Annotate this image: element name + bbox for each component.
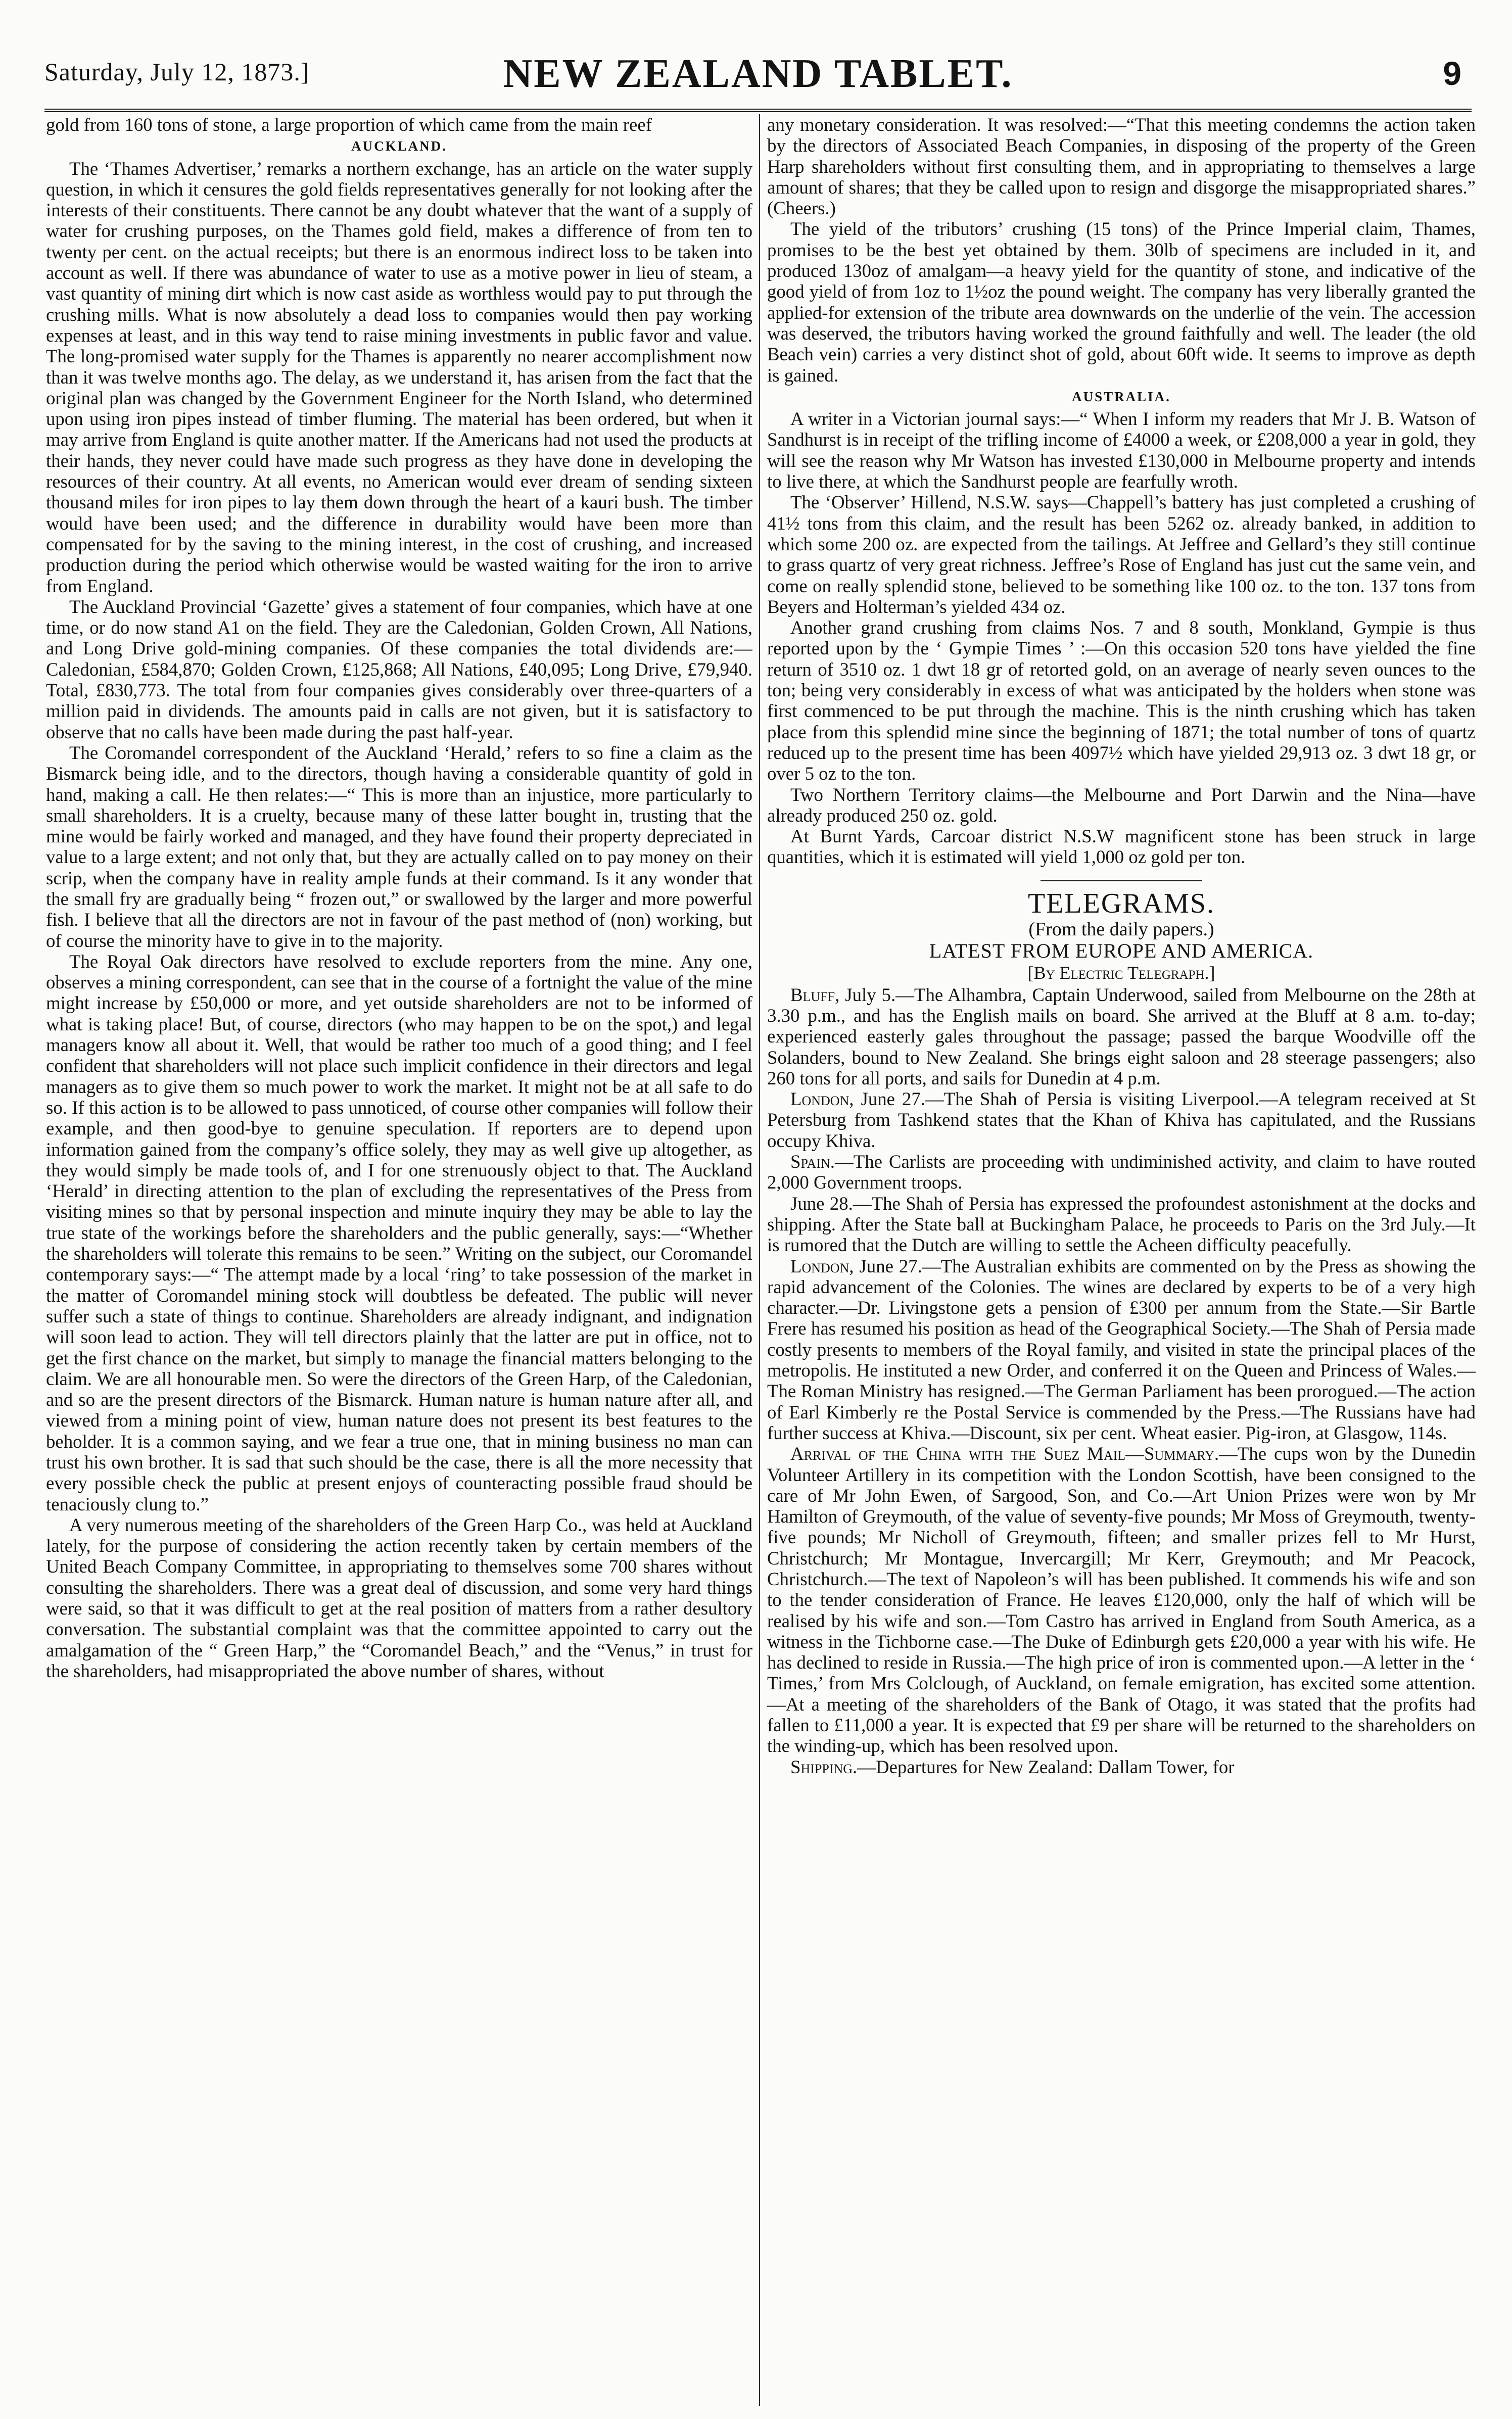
telegram-shipping: Shipping.—Departures for New Zealand: Dallam Tower, for bbox=[790, 1756, 1235, 1777]
telegrams-byline: [By Electric Telegraph.] bbox=[1027, 962, 1215, 983]
dateline: Arrival of the China with the Suez Mail—Summary. bbox=[790, 1443, 1219, 1464]
telegrams-heading: TELEGRAMS. bbox=[1028, 887, 1215, 919]
section-heading-auckland: AUCKLAND. bbox=[351, 138, 447, 154]
dateline: Bluff, bbox=[790, 984, 840, 1005]
masthead bbox=[44, 48, 1472, 112]
telegrams-source: (From the daily papers.) bbox=[1028, 918, 1214, 940]
dateline: London, bbox=[790, 1255, 854, 1276]
telegram-suez-mail: Arrival of the China with the Suez Mail—Summary.—The cups won by the Dunedin Volunteer Artillery in its competition with the London Scottish, have been consigned to the care of Mr John Ewen, of Sargood, Son, and Co.—Art Union Prizes were won by Mr Hamilton of Greymouth, of the value of seventy-five pounds; Mr Moss of Greymouth, twenty-five pounds; Mr Nicholl of Greymouth, fifteen; and smaller prizes fell to Mr Hurst, Christchurch; Mr Montague, Invercargill; Mr Kerr, Greymouth; and Mr Peacock, Christchurch.—The text of Napoleon’s will has been published. It commends his wife and son to the tender consideration of France. He leaves £120,000, only the half of which will be realised by his wife and son.—Tom Castro has arrived in England from South America, as a witness in the Tichborne case.—The Duke of Edinburgh gets £20,000 a year with his wife. He has declined to reside in Russia.—The high price of iron is commented upon.—A letter in the ‘ Times,’ from Mrs Colclough, of Auckland, on female emigration, has excited some attention.—At a meeting of the shareholders of the Bank of Otago, it was stated that the profits had fallen to £11,000 a year. It is expected that £9 per share will be returned to the shareholders on the winding-up, which has been resolved upon. bbox=[767, 1443, 1476, 1757]
paragraph-prince-imperial: The yield of the tributors’ crushing (15 tons) of the Prince Imperial claim, Thames, promises to be the best yet obtained by them. 30lb of specimens are included in it, and produced 130oz of amalgam—a heavy yield for the quantity of stone, and indicative of the good yield of from 1oz to 1½oz the pound weight. The company has very liberally granted the applied-for extension of the tribute area downwards on the underlie of the vein. The accession was deserved, the tributors having worked the ground faithfully and well. The leader (the old Beach vein) carries a very distinct shot of gold, about 60ft wide. It seems to improve as depth is gained. bbox=[767, 218, 1476, 386]
paragraph-royal-oak: The Royal Oak directors have resolved to exclude reporters from the mine. Any one, observes a mining correspondent, can see that in the course of a fortnight the value of the mine might increase by £50,000 or more, and yet outside shareholders are not to be informed of what is taking place! But, of course, directors (who may happen to be on the spot,) and legal managers know all about it. Well, that would be rather too much of a good thing; and I feel confident that shareholders will not place such implicit confidence in their directors and legal managers as to give them so much power to work the market. It might not be at all safe to do so. If this action is to be allowed to pass unnoticed, of course other companies will follow their example, and then good-bye to genuine speculation. If reporters are to depend upon information gained from the company’s office solely, they may as well give up altogether, as they would simply be made tools of, and I for one strenuously object to that. The Auckland ‘Herald’ in directing attention to the plan of excluding the representatives of the Press from visiting mines so that by personal inspection and minute inquiry they may be able to lay the true state of the workings before the shareholders and the public generally, says:—“Whether the shareholders will tolerate this remains to be seen.” Writing on the subject, our Coromandel contemporary says:—“ The attempt made by a local ‘ring’ to take possession of the market in the matter of Coromandel mining stock will doubtless be defeated. The public will never suffer such a state of things to continue. Shareholders are already indignant, and indignation will soon lead to action. They will tell directors plainly that the latter are put in office, not to get the first chance on the market, but simply to manage the financial matters belonging to the claim. We are all honourable men. So were the directors of the Green Harp, of the Caledonian, and so are the present directors of the Bismarck. Human nature is human nature after all, and viewed from a mining point of view, human nature does not present its best features to the beholder. It is a common saying, and we fear a true one, that in mining business no man can trust his own brother. It is sad that such should be the case, there is all the more necessity that every possible check the public at present enjoys of counteracting possible fraud should be tenaciously clung to.” bbox=[46, 951, 752, 1514]
issue-date: Saturday, July 12, 1873.] bbox=[44, 58, 310, 86]
dateline: Shipping. bbox=[790, 1756, 858, 1777]
telegrams-subheading: LATEST FROM EUROPE AND AMERICA. bbox=[929, 939, 1314, 962]
right-column bbox=[767, 114, 1476, 2406]
newspaper-title: NEW ZEALAND TABLET. bbox=[503, 52, 1013, 96]
paragraph-coromandel-bismarck: The Coromandel correspondent of the Auckland ‘Herald,’ refers to so fine a claim as the Bismarck being idle, and to the directors, though having a considerable quantity of gold in hand, making a call. He then relates:—“ This is more than an injustice, more particularly to small shareholders. It is a cruelty, because many of these latter bought in, trusting that the mine would be fairly worked and managed, and they have found their property depreciated in value to a large extent; and not only that, but they are actually called on to pay money on their scrip, when the company have in reality ample funds at their command. Is it any wonder that the small fry are gradually being “ frozen out,” or swallowed by the larger and more powerful fish. I believe that all the directors are not in favour of the past method of (non) working, but of course the minority have to give in to the majority. bbox=[46, 742, 752, 951]
dateline: London, bbox=[790, 1088, 854, 1110]
section-rule bbox=[1041, 880, 1202, 881]
paragraph-hillend: The ‘Observer’ Hillend, N.S.W. says—Chappell’s battery has just completed a crushing of 41½ tons from this claim, and the result has been 5262 oz. already banked, in addition to which some 200 oz. are expected from the tailings. At Jeffree and Gellard’s they still continue to grass quartz of very great richness. Jeffree’s Rose of England has just cut the same vein, and come on really splendid stone, believed to be something like 100 oz. to the ton. 137 tons from Beyers and Holterman’s yielded 434 oz. bbox=[767, 492, 1476, 617]
telegram-june-28: June 28.—The Shah of Persia has expressed the profoundest astonishment at the docks and shipping. After the State ball at Buckingham Palace, he proceeds to Paris on the 3rd July.—It is rumored that the Dutch are willing to settle the Acheen difficulty peacefully. bbox=[767, 1193, 1476, 1256]
paragraph-northern-territory: Two Northern Territory claims—the Melbourne and Port Darwin and the Nina—have already produced 250 oz. gold. bbox=[767, 784, 1476, 826]
paragraph-burnt-yards: At Burnt Yards, Carcoar district N.S.W magnificent stone has been struck in large quantities, which it is estimated will yield 1,000 oz gold per ton. bbox=[767, 826, 1476, 868]
column-divider bbox=[759, 114, 760, 2406]
paragraph-auckland-gazette: The Auckland Provincial ‘Gazette’ gives a statement of four companies, which have at one time, or do now stand A1 on the field. They are the Caledonian, Golden Crown, All Nations, and Long Drive gold-mining companies. Of these companies the total dividends are:—Caledonian, £584,870; Golden Crown, £125,868; All Nations, £40,095; Long Drive, £79,940. Total, £830,773. The total from four companies gives considerably over three-quarters of a million paid in dividends. The amounts paid in calls are not given, but it is satisfactory to observe that no calls have been made during the past half-year. bbox=[46, 596, 752, 742]
section-heading-australia: AUSTRALIA. bbox=[1072, 389, 1171, 404]
article-continuation: gold from 160 tons of stone, a large proportion of which came from the main reef bbox=[46, 114, 652, 135]
telegram-london-shah: London, June 27.—The Shah of Persia is visiting Liverpool.—A telegram received at St Petersburg from Tashkend states that the Khan of Khiva has capitulated, and the Russians occupy Khiva. bbox=[767, 1088, 1476, 1151]
dateline: Spain. bbox=[790, 1151, 835, 1172]
paragraph-thames-water: The ‘Thames Advertiser,’ remarks a northern exchange, has an article on the water supply question, in which it censures the gold fields representatives generally for not looking after the interests of their constituents. There cannot be any doubt whatever that the want of a supply of water for crushing purposes, on the Thames gold field, makes a difference of from ten to twenty per cent. on the actual receipts; but there is an enormous indirect loss to be taken into account as well. If there was abundance of water to use as a motive power in lieu of steam, a vast quantity of mining dirt which is now cast aside as worthless would pay to put through the crushing mills. What is now absolutely a dead loss to companies would then pay working expenses at least, and in this way tend to raise mining investments in public favor and value. The long-promised water supply for the Thames is apparently no nearer accomplishment now than it was twelve months ago. The delay, as we understand it, has arisen from the fact that the original plan was changed by the Government Engineer for the North Island, who determined upon using iron pipes instead of timber fluming. The material has been ordered, but when it may arrive from England is quite another matter. If the Americans had not used the products at their hands, they never could have made such progress as they have done in developing the resources of their country. At all events, no American would ever dream of sending sixteen thousand miles for iron pipes to lay them down through the heart of a kauri bush. The timber would have been used; and the difference in durability would have been more than compensated for by the saving to the mining interest, in the cost of crushing, and increased production during the period which otherwise would be wasted waiting for the iron to arrive from England. bbox=[46, 158, 752, 596]
left-column bbox=[46, 114, 752, 2406]
paragraph-green-harp: A very numerous meeting of the shareholders of the Green Harp Co., was held at Auckland lately, for the purpose of considering the action recently taken by certain members of the United Beach Company Committee, in appropriating to themselves some 700 shares without consulting the shareholders. There was a great deal of discussion, and some very hard things were said, so that it was difficult to get at the real position of matters from a rather desultory conversation. The substantial complaint was that the committee appointed to carry out the amalgamation of the “ Green Harp,” the “Coromandel Beach,” and the “Venus,” in trust for the shareholders, had misappropriated the above number of shares, without bbox=[46, 1514, 752, 1681]
page-number: 9 bbox=[1443, 55, 1461, 92]
paragraph-gympie: Another grand crushing from claims Nos. 7 and 8 south, Monkland, Gympie is thus reported upon by the ‘ Gympie Times ’ :—On this occasion 520 tons have yielded the fine return of 3510 oz. 1 dwt 18 gr of retorted gold, on an average of nearly seven ounces to the ton; being very considerably in excess of what was anticipated by the holders when stone was first commenced to be put through the machine. This is the ninth crushing which has taken place from this splendid mine since the beginning of 1871; the total number of tons of quartz reduced up to the present time has been 4097½ which have yielded 29,913 oz. 3 dwt 18 gr, or over 5 oz to the ton. bbox=[767, 617, 1476, 784]
telegram-bluff: Bluff, July 5.—The Alhambra, Captain Underwood, sailed from Melbourne on the 28th at 3.30 p.m., and has the English mails on board. She arrived at the Bluff at 8 a.m. to-day; experienced easterly gales throughout the passage; passed the barque Woodville off the Solanders, bound to New Zealand. She brings eight saloon and 28 steerage passengers; also 260 tons for all ports, and sails for Dunedin at 4 p.m. bbox=[767, 984, 1476, 1088]
telegram-spain: Spain.—The Carlists are proceeding with undiminished activity, and claim to have routed 2,000 Government troops. bbox=[767, 1151, 1476, 1193]
telegram-london-exhibits: London, June 27.—The Australian exhibits are commented on by the Press as showing the rapid advancement of the Colonies. The wines are declared by experts to be of a very high character.—Dr. Livingstone gets a pension of £300 per annum from the State.—Sir Bartle Frere has resumed his position as head of the Geographical Society.—The Shah of Persia made costly presents to members of the Royal family, and visited in state the principal places of the metropolis. He instituted a new Order, and conferred it on the Queen and Princess of Wales.—The Roman Ministry has resigned.—The German Parliament has been prorogued.—The action of Earl Kimberly re the Postal Service is commended by the Press.—The Russians have had further success at Khiva.—Discount, six per cent. Wheat easier. Pig-iron, at Glasgow, 114s. bbox=[767, 1255, 1476, 1443]
article-continuation: any monetary consideration. It was resolved:—“That this meeting condemns the action taken by the directors of Associated Beach Companies, in disposing of the property of the Green Harp shareholders without first consulting them, and in appropriating to themselves a large amount of shares; that they be called upon to resign and disgorge the misappropriated shares.” (Cheers.) bbox=[767, 114, 1476, 219]
paragraph-victorian-journal: A writer in a Victorian journal says:—“ When I inform my readers that Mr J. B. Watson of Sandhurst is in receipt of the trifling income of £4000 a week, or £208,000 a year in gold, they will see the reason why Mr Watson has invested £130,000 in Melbourne property and intends to live there, at which the Sandhurst people are fearfully wroth. bbox=[767, 408, 1476, 492]
